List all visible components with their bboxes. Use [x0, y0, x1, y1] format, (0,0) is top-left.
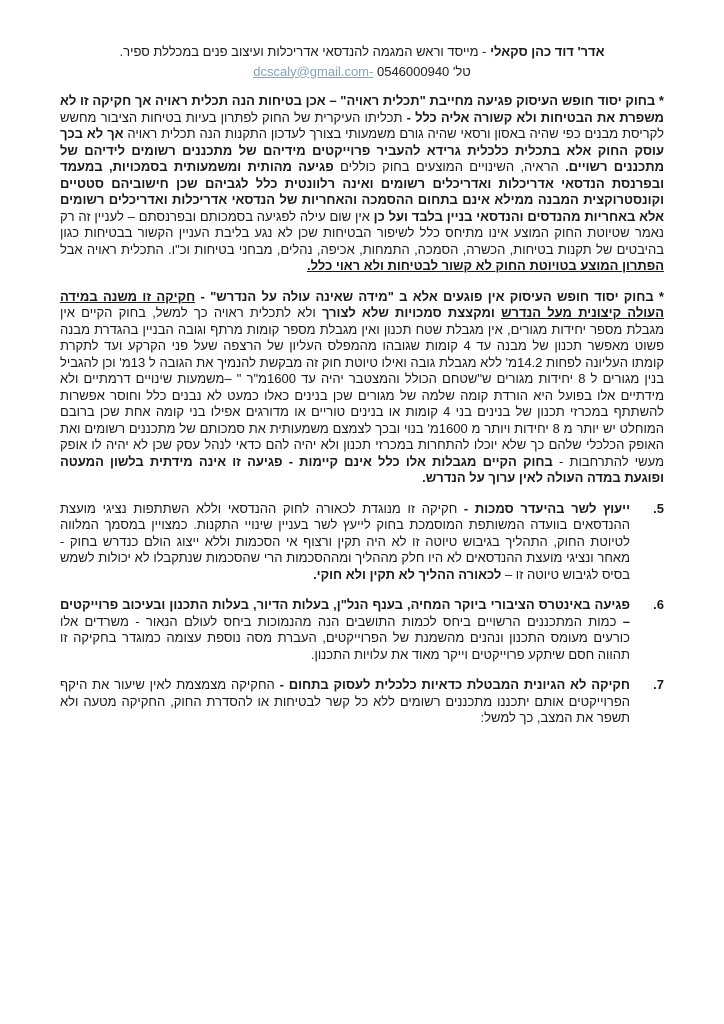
numbered-item-6: [60, 597, 664, 663]
bullet-paragraph-1: [60, 93, 664, 275]
bullet-paragraph-2: [60, 289, 664, 487]
author-title: - מייסד וראש המגמה להנדסאי אדריכלות ועיצוב פנים במכללת ספיר.: [119, 44, 491, 59]
list-number: 6.: [653, 597, 664, 612]
paragraph-text: * בחוק יסוד חופש העיסוק אין פוגעים אלא ב "מידה שאינה עולה על הנדרש" - חקיקה זו משנה במידה העולה קיצונית מעל הנדרש ומקצצת סמכויות שלא לצורך ולא לתכלית ראויה כך למשל, בחוק הקיים אין מגבלת מספר יחידות מגורים, אין מגבלת שטח תכנון ואין מגבלת מספר קומות מרתף וגובה הבניין בהגדרת מבנה פשוט מאפשר תכנון של מבנה עד 4 קומות שגובהו מהמפלס העליון של הרצפה שעל פני הקרקע ועד לתקרת קומתו העליונה לפחות 14.2מ' ללא מגבלת גובה ואילו טיוטת חוק זה מבקשת להנמיך את הגובה ל 13מ' וכן להגביל בנין מגורים ל 8 יחידות מגורים ש"שטחם הכולל והמצטבר יהיה עד 1600מ"ר " –משמעות שינויים דרמתיים ולא מידתיים אלו בפועל היא הורדת קומה שלמה של מגורים שכן בנינים כאלו כמעט לא נבנים כלל וחוסר אפשרות להשתתף במכרזי תכנון של בנינים בני 4 קומות או בנינים טוריים או מדורגים אפילו בני קומה אחת שכן ברובם המוחלט יש יותר מ 8 יחידות ויותר מ 1600מ' בנוי ובכך לצמצם משמעותית את סמכותם של מתכננים רשומים ואת האופק הכלכלי שלהם כך שלא יוכלו להתחרות במכרזי תכנון ולא יהיה להם כדאי לנהל עסק שכן לא יהיה לו אופק מעשי להתרחבות - בחוק הקיים מגבלות אלו כלל אינם קיימות - פגיעה זו אינה מידתית בלשון המעטה ופוגעת במדה העולה לאין ערוך על הנדרש.: [60, 288, 665, 485]
numbered-item-7: [60, 677, 664, 727]
email-link[interactable]: dcscaly@gmail.com-: [253, 63, 374, 79]
document-header: [60, 44, 664, 80]
list-number: 5.: [653, 500, 664, 516]
document-body: [60, 93, 664, 727]
paragraph-text: פגיעה באינטרס הציבורי ביוקר המחיה, בענף הנל"ן, בעלות הדיור, בעלות התכנון ובעיכוב פרוייקטים – כמות המתכננים הרשויים ביחס לכמות התושבים הנה מהנמוכות ביחס לעולם הנאור - משרדים אלו כורעים מעומס התכנון ונהנים מהשמנת של הפרוייקטים, העברת מסה נוספת עצומה כמוגדר בחקיקה זו תהווה חסם שיתקע פרוייקטים וייקר מאוד את עלויות התכנון.: [60, 597, 630, 662]
paragraph-text: * בחוק יסוד חופש העיסוק פגיעה מחייבת "תכלית ראויה" – אכן בטיחות הנה תכלית ראויה אך חקיקה זו לא משפרת את הבטיחות ולא קשורה אליה כלל - תכליתו העיקרית של החוק לפתרון בעיות בטיחות הציבור מחשש לקריסת מבנים כפי שהיה באסון ורסאי שהיה גורם משמעותי בצורך לעדכון התקנות הנה תכלית ראויה אך לא בכך עוסק החוק אלא בתכלית כלכלית גרידא להעביר פרוייקטים מידיהם של מתכננים רשומים לידיהם של מתכננים רשויים. הראיה, השינויים המוצעים בחוק כוללים פגיעה מהותית ומשמעותית בסמכויות, במעמד ובפרנסת הנדסאי אדריכלות ואדריכלים רשומים ואינה רלוונטית כלל לגביהם שכן חישוביהם סטטיים וקונסטרוקצית המבנה ממילא אינם בתחום ההסמכה והאחריות של הנדסאי אדריכלות ואדריכלים רשומים אלא באחריות מהנדסים והנדסאי בניין בלבד ועל כן אין שום עילה לפגיעה בסמכותם ובפרנסתם – לעניין זה רק נאמר שטיוטת החוק המוצע אינו מתיחס כלל לשיפור הבטיחות שכן לא נגע בליבת העניין הקשור בבטיחות כגון בהיבטים של תקנות בטיחות, הכשרה, הסמכה, התמחות, אכיפה, נהלים, מבחני בטיחות וכ"ו. התכלית ראויה אבל הפתרון המוצע בטויוטת החוק לא קשור לבטיחות ולא ראוי כלל.: [60, 93, 665, 273]
author-line: [60, 44, 664, 61]
paragraph-text: ייעוץ לשר בהיעדר סמכות - חקיקה זו מנוגדת לכאורה לחוק ההנדסאי וללא השתתפות נציגי מועצת ההנדסאים בוועדה המשותפת המוסמכת בחוק לייעץ לשר בעניין שינויי התקנות. כמצויין במסמך המלווה לטיוטת החוק, התהליך בגיבוש טיוטה זו לא היה תקין ורצוף אי הסכמות וללא ייצוג הולם כנדרש בחוק - מאחר ונציגי מועצת ההנדסאים לא היו חלק מההליך ומההסכמות הרי שהסכמות שנתקבלו לא יכולות לשמש בסיס לגיבוש טיוטה זו – לכאורה ההליך לא תקין ולא חוקי.: [60, 500, 630, 582]
contact-line: [60, 64, 664, 81]
numbered-item-5: [60, 501, 664, 584]
phone-number: טל' 0546000940: [373, 63, 471, 79]
author-name: אדר' דוד כהן סקאלי: [490, 44, 605, 59]
list-number: 7.: [653, 677, 664, 692]
paragraph-text: חקיקה לא הגיונית המבטלת כדאיות כלכלית לעסוק בתחום - החקיקה מצמצמת לאין שיעור את היקף הפרוייקטים אותם יתכננו מתכננים רשומים ללא כל קשר לבטיחות או להסדרת החוק, החקיקה מטעה ולא תשפר את המצב, כך למשל:: [60, 677, 631, 725]
